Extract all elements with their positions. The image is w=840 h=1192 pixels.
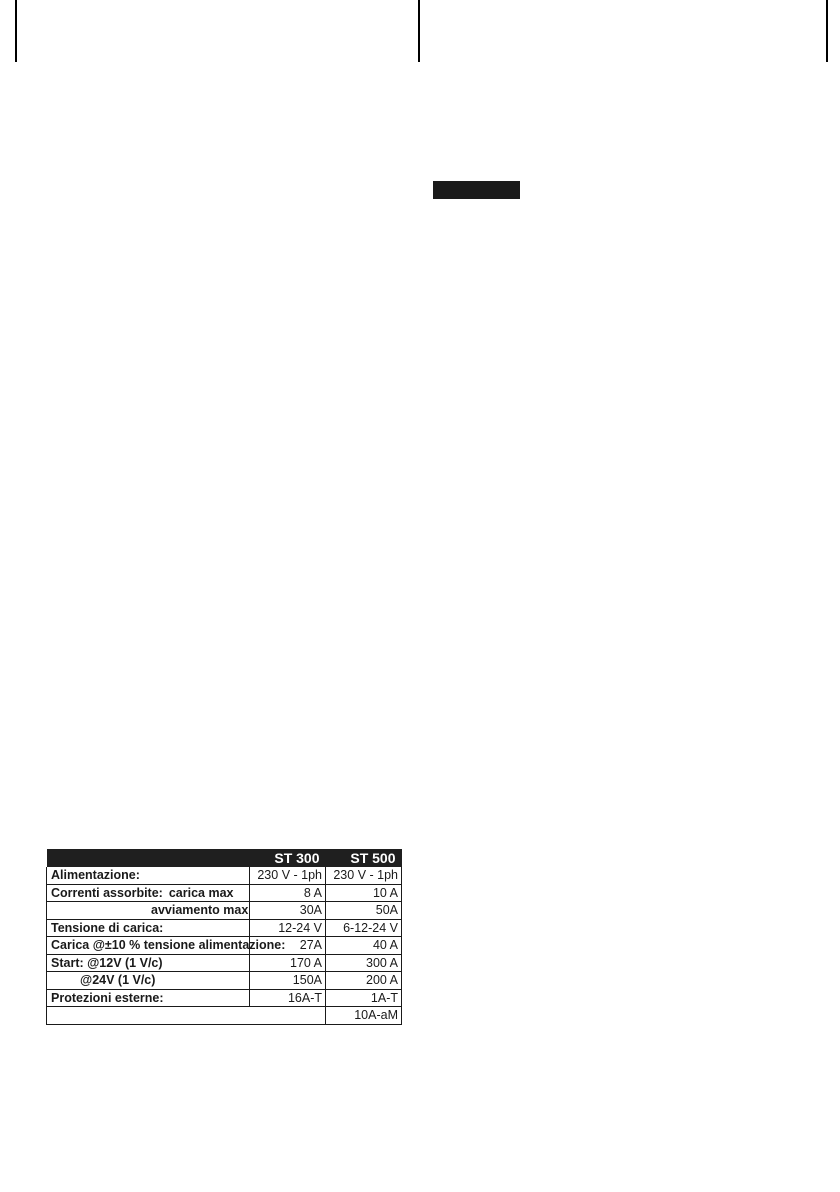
value-st300: 150A [250, 972, 326, 990]
value-st500: 50A [326, 902, 402, 920]
table-row [47, 867, 402, 884]
header-label-cell [47, 849, 250, 867]
table-row [47, 1007, 402, 1025]
spec-table [46, 849, 402, 1025]
table-row [47, 919, 402, 937]
value-st300: 8 A [250, 884, 326, 902]
value-st500: 40 A [326, 937, 402, 955]
row-label-main: Correnti assorbite: [51, 885, 163, 900]
table-row [47, 937, 402, 955]
row-label: Alimentazione: [47, 867, 250, 884]
value-st500: 10A-aM [326, 1007, 402, 1025]
row-label: Start: @12V (1 V/c) [47, 954, 250, 972]
value-st500: 1A-T [326, 989, 402, 1007]
row-label-sub: carica max [168, 885, 234, 900]
value-st300: 230 V - 1ph [250, 867, 326, 884]
row-label: Protezioni esterne: [47, 989, 250, 1007]
value-st300: 12-24 V [250, 919, 326, 937]
row-label [47, 884, 250, 902]
row-label [47, 1007, 250, 1025]
row-label: @24V (1 V/c) [47, 972, 250, 990]
table-row [47, 972, 402, 990]
section-marker-bar [433, 181, 520, 199]
value-st300: 30A [250, 902, 326, 920]
value-st300: 170 A [250, 954, 326, 972]
row-label: avviamento max [47, 902, 250, 920]
value-st500: 10 A [326, 884, 402, 902]
crop-mark-right [826, 0, 828, 62]
row-label: Carica @±10 % tensione alimentazione: [47, 937, 250, 955]
value-st500: 200 A [326, 972, 402, 990]
value-st500: 230 V - 1ph [326, 867, 402, 884]
table-row [47, 989, 402, 1007]
spec-table-header [47, 849, 402, 867]
table-row [47, 884, 402, 902]
table-row [47, 902, 402, 920]
crop-mark-left [15, 0, 17, 62]
table-row [47, 954, 402, 972]
value-st500: 300 A [326, 954, 402, 972]
header-st300: ST 300 [250, 849, 326, 867]
header-st500: ST 500 [326, 849, 402, 867]
value-st300: 27A [250, 937, 326, 955]
row-label: Tensione di carica: [47, 919, 250, 937]
value-st300 [250, 1007, 326, 1025]
crop-mark-center [418, 0, 420, 62]
value-st300: 16A-T [250, 989, 326, 1007]
value-st500: 6-12-24 V [326, 919, 402, 937]
